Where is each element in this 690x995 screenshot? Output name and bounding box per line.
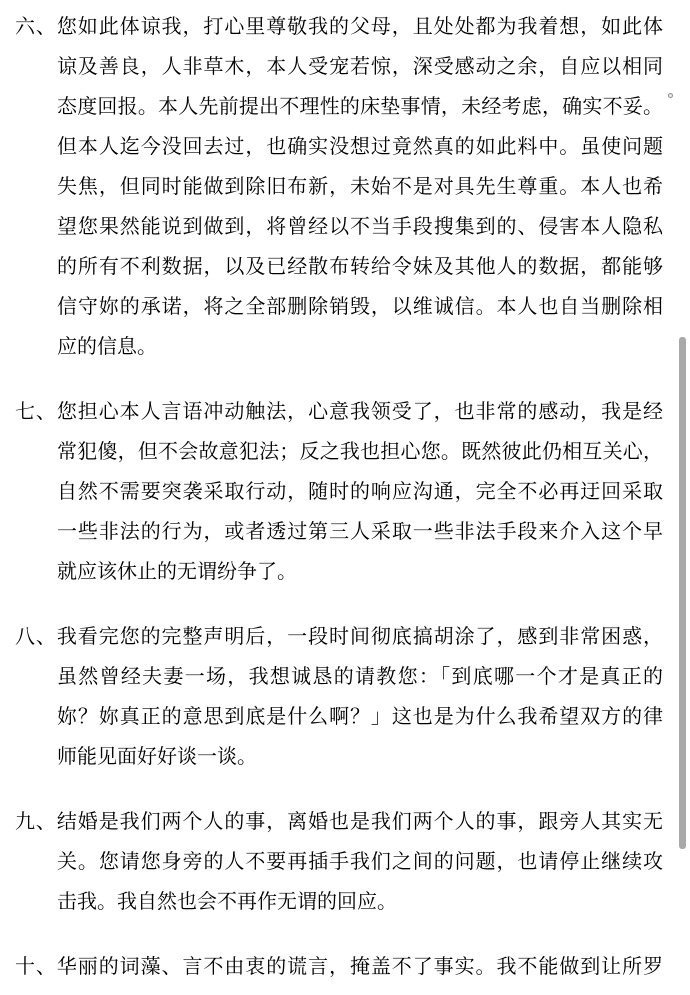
line-text: 我看完您的完整声明后，一段时间彻底搞胡涂了，感到非常困惑， (56, 626, 664, 648)
line-text: 的所有不利数据，以及已经散布转给令妹及其他人的数据，都能够 (57, 256, 663, 278)
line-text: 妳？妳真正的意思到底是什么啊？」这也是为什么我希望双方的律 (57, 706, 663, 728)
line-text: 结婚是我们两个人的事，离婚也是我们两个人的事，跟旁人其实无 (56, 811, 664, 833)
line-text: 师能见面好好谈一谈。 (57, 746, 257, 768)
text-line (15, 802, 663, 842)
line-text: 望您果然能说到做到，将曾经以不当手段搜集到的、侵害本人隐私 (57, 216, 663, 238)
paragraph (15, 617, 663, 777)
letter-body (15, 7, 663, 987)
paragraph-number: 七、 (15, 401, 57, 423)
text-line (15, 737, 663, 777)
paragraph (15, 802, 663, 922)
text-line (15, 47, 663, 87)
line-text: 就应该休止的无谓纷争了。 (57, 561, 297, 583)
text-line (15, 127, 663, 167)
speck-dot (668, 93, 673, 98)
text-line (15, 432, 663, 472)
line-text: 谅及善良，人非草木，本人受宠若惊，深受感动之余，自应以相同 (57, 56, 663, 78)
text-line (15, 947, 663, 987)
text-line (15, 882, 663, 922)
line-text: 一些非法的行为，或者透过第三人采取一些非法手段来介入这个早 (57, 521, 663, 543)
line-text: 您如此体谅我，打心里尊敬我的父母，且处处都为我着想，如此体 (56, 16, 664, 38)
paragraph (15, 7, 663, 367)
line-text: 信守妳的承诺，将之全部删除销毁，以维诚信。本人也自当删除相 (57, 296, 663, 318)
line-text: 关。您请您身旁的人不要再插手我们之间的问题，也请停止继续攻 (57, 851, 663, 873)
text-line (15, 167, 663, 207)
line-text: 自然不需要突袭采取行动，随时的响应沟通，完全不必再迂回采取 (57, 481, 663, 503)
line-text: 态度回报。本人先前提出不理性的床垫事情，未经考虑，确实不妥。 (57, 96, 663, 118)
scrollbar-thumb[interactable] (679, 337, 686, 849)
text-line (15, 512, 663, 552)
text-line (15, 472, 663, 512)
text-line (15, 207, 663, 247)
line-text: 华丽的词藻、言不由衷的谎言，掩盖不了事实。我不能做到让所罗 (56, 956, 664, 978)
text-line (15, 657, 663, 697)
line-text: 但本人迄今没回去过，也确实没想过竟然真的如此料中。虽使问题 (57, 136, 663, 158)
text-line (15, 552, 663, 592)
line-text: 失焦，但同时能做到除旧布新，未始不是对具先生尊重。本人也希 (57, 176, 663, 198)
text-line (15, 247, 663, 287)
line-text: 应的信息。 (57, 336, 157, 358)
text-line (15, 7, 663, 47)
text-line (15, 697, 663, 737)
paragraph-number: 九、 (15, 811, 57, 833)
line-text: 虽然曾经夫妻一场，我想诚恳的请教您：「到底哪一个才是真正的 (57, 666, 663, 688)
paragraph-number: 八、 (15, 626, 57, 648)
text-line (15, 842, 663, 882)
paragraph-number: 六、 (15, 16, 57, 38)
text-line (15, 327, 663, 367)
text-line (15, 617, 663, 657)
text-line (15, 87, 663, 127)
text-line (15, 392, 663, 432)
line-text: 常犯傻，但不会故意犯法；反之我也担心您。既然彼此仍相互关心， (57, 441, 663, 463)
text-line (15, 287, 663, 327)
paragraph (15, 392, 663, 592)
line-text: 击我。我自然也会不再作无谓的回应。 (57, 891, 397, 913)
line-text: 您担心本人言语冲动触法，心意我领受了，也非常的感动，我是经 (56, 401, 664, 423)
paragraph (15, 947, 663, 987)
paragraph-number: 十、 (15, 956, 57, 978)
